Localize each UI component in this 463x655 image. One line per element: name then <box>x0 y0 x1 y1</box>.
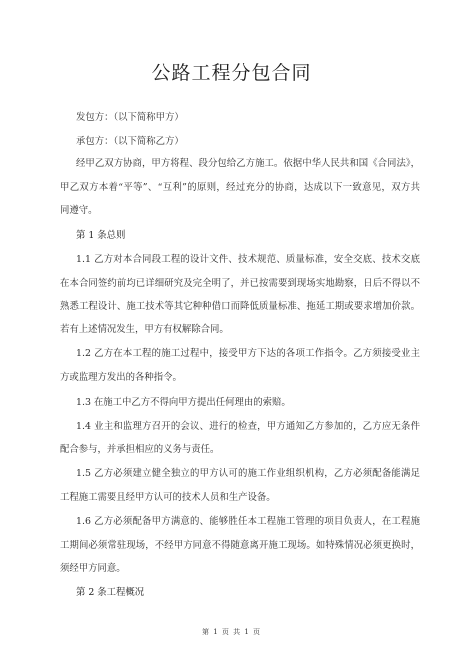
page-footer: 第 1 页 共 1 页 <box>201 628 262 636</box>
preamble-line: 同遵守。 <box>60 205 98 216</box>
contractor-line: 承包方：（以下简称乙方） <box>76 136 184 147</box>
clause-1-5-line: 1.5 乙方必须建立健全独立的甲方认可的施工作业组织机构，乙方必须配备能满足 <box>76 468 420 479</box>
section-2-heading: 第 2 条工程概况 <box>76 587 145 598</box>
preamble-line: 甲乙双方本着“平等”、“互利”的原则，经过充分的协商，达成以下一致意见，双方共 <box>60 182 420 193</box>
clause-1-5-line: 工程施工需要且经甲方认可的技术人员和生产设备。 <box>60 492 276 503</box>
clause-1-1-line: 若有上述情况发生，甲方有权解除合同。 <box>60 324 229 335</box>
clause-1-3-line: 1.3 在施工中乙方不得向甲方提出任何理由的索赔。 <box>76 397 291 408</box>
clause-1-2-line: 1.2 乙方在本工程的施工过程中，接受甲方下达的各项工作指令。乙方须接受业主 <box>76 348 420 359</box>
section-1-heading: 第 1 条总则 <box>76 230 126 241</box>
clause-1-1-line: 1.1 乙方对本合同段工程的设计文件、技术规范、质量标准，安全交底、技术交底 <box>76 254 420 265</box>
clause-1-4-line: 配合参与，并承担相应的义务与责任。 <box>60 444 220 455</box>
clause-1-6-line: 工期间必须常驻现场，不经甲方同意不得随意离开施工现场。如特殊情况必须更换时， <box>60 540 420 551</box>
clause-1-1-line: 熟悉工程设计、施工技术等其它种种借口而降低质量标准、拖延工期或要求增加价款。 <box>60 301 420 312</box>
clause-1-4-line: 1.4 业主和监理方召开的会议、进行的检查，甲方通知乙方参加的，乙方应无条件 <box>76 421 420 432</box>
document-title: 公路工程分包合同 <box>151 62 312 84</box>
clause-1-2-line: 方或监理方发出的各种指令。 <box>60 372 182 383</box>
preamble-line: 经甲乙双方协商，甲方将程、段分包给乙方施工。依据中华人民共和国《合同法》， <box>76 158 420 169</box>
clause-1-6-line: 1.6 乙方必须配备甲方满意的、能够胜任本工程施工管理的项目负责人，在工程施 <box>76 516 420 527</box>
clause-1-6-line: 须经甲方同意。 <box>60 563 126 574</box>
clause-1-1-line: 在本合同签约前均已详细研究及完全明了，并已按需要到现场实地勘察，日后不得以不 <box>60 278 420 289</box>
employer-line: 发包方：（以下简称甲方） <box>76 112 184 123</box>
